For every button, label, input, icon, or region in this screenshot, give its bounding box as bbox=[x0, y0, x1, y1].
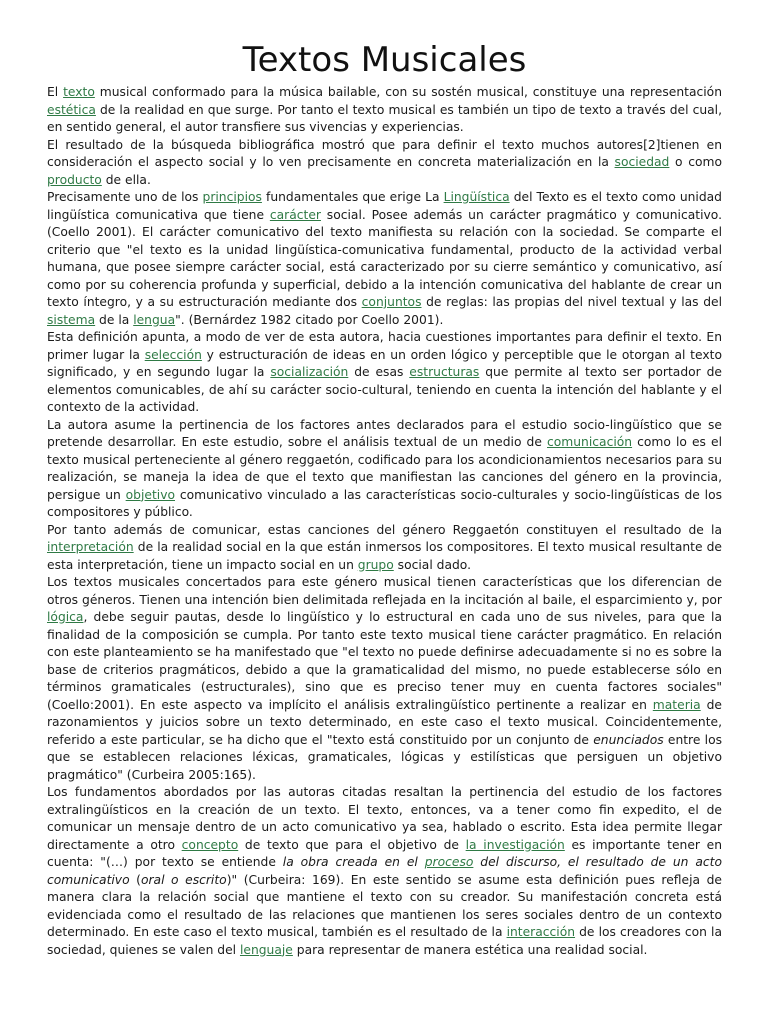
italic-text: oral o escrito bbox=[140, 872, 227, 887]
inline-link[interactable]: concepto bbox=[181, 837, 239, 852]
text-run: comunicativo vinculado a las características socio-culturales y socio-lingüísticas de los compositores y público. bbox=[47, 487, 722, 519]
inline-link[interactable]: sociedad bbox=[614, 155, 670, 169]
paragraph bbox=[47, 784, 722, 959]
text-run: , debe seguir pautas, desde lo lingüístico y lo estructural en cada uno de sus niveles, para que la finalidad de la composición se cumpla. Por tanto este texto musical tiene carácter pragmático. En relación con este planteamiento se ha manifestado que "el texto no puede definirse adecuadamente si no es sobre la base de criterios pragmáticos, debido a que la gramaticalidad del mismo, no puede establecerse sólo en términos gramaticales (estructurales), sino que es preciso tener muy en cuenta factores sociales" (Coello:2001). En este aspecto va implícito el análisis extralingüístico pertinente a realizar en bbox=[47, 610, 722, 712]
text-run: El resultado de la búsqueda bibliográfica mostró que para definir el texto muchos autores[2]tienen en consideración el aspecto social y lo ven precisamente en concreta materialización en la bbox=[47, 137, 722, 169]
inline-link[interactable]: lógica bbox=[47, 610, 84, 624]
text-run: y estructuración de ideas en un orden lógico y perceptible que le otorgan al texto significado, y en segundo lugar la bbox=[47, 347, 722, 379]
inline-link[interactable]: sistema bbox=[47, 312, 96, 327]
text-run: ( bbox=[129, 872, 141, 887]
text-run: o como bbox=[669, 155, 722, 169]
text-run: )" (Curbeira: 169). En este sentido se asume esta definición pues refleja de manera clara la relación social que mantiene el texto con su creador. Su manifestación concreta está evidenciada como el resultado de las relaciones que mantienen los seres sociales dentro de un contexto determinado. En este caso el texto musical, también es el resultado de la bbox=[47, 872, 722, 939]
inline-link[interactable]: principios bbox=[202, 190, 262, 204]
paragraph bbox=[47, 329, 722, 417]
text-run: musical conformado para la música bailable, con su sostén musical, constituye una representación bbox=[94, 85, 722, 99]
text-run: entre los que se establecen relaciones léxicas, gramaticales, lógicas y estilísticas que persiguen un objetivo pragmático" (Curbeira 2005:165). bbox=[47, 732, 722, 782]
inline-link[interactable]: objetivo bbox=[125, 487, 175, 502]
text-run: de la realidad en que surge. Por tanto el texto musical es también un tipo de texto a través del cual, en sentido general, el autor transfiere sus vivencias y experiencias. bbox=[47, 102, 722, 134]
inline-link[interactable]: materia bbox=[652, 697, 701, 712]
text-run: de esas bbox=[348, 365, 410, 379]
italic-text: del discurso, el resultado de un acto comunicativo bbox=[47, 855, 722, 887]
inline-link[interactable]: lenguaje bbox=[239, 942, 293, 957]
text-run: para representar de manera estética una realidad social. bbox=[292, 942, 648, 957]
text-run: El bbox=[47, 85, 64, 99]
text-run: de texto que para el objetivo de bbox=[238, 837, 466, 852]
paragraph bbox=[47, 574, 722, 784]
paragraph bbox=[47, 189, 722, 329]
document-title: Textos Musicales bbox=[242, 40, 527, 80]
text-run: de reglas: las propias del nivel textual y las del bbox=[421, 295, 722, 309]
paragraph bbox=[47, 84, 722, 137]
text-run: Precisamente uno de los bbox=[47, 190, 203, 204]
text-run: social. Posee además un carácter pragmático y comunicativo. (Coello 2001). El carácter comunicativo del texto manifiesta su relación con la sociedad. Se comparte el criterio que "el texto es la unidad lingüística-comunicativa fundamental, producto de la actividad verbal humana, que posee siempre carácter social, está caracterizado por su cierre semántico y comunicativo, así como por su coherencia profunda y superficial, debido a la intención comunicativa del hablante de crear un texto íntegro, y a su estructuración mediante dos bbox=[47, 207, 722, 309]
inline-link[interactable]: selección bbox=[144, 347, 202, 362]
paragraph bbox=[47, 522, 722, 575]
inline-link[interactable]: producto bbox=[47, 172, 102, 187]
text-run: de razonamientos y juicios sobre un texto determinado, en este caso el texto musical. Coincidentemente, referido a este particular, se ha dicho que el "texto está constituido por un conjunto de bbox=[47, 697, 722, 747]
text-run: como lo es el texto musical perteneciente al género reggaetón, codificado para los acondicionamientos necesarios para su realización, se maneja la idea de que el texto que manifiestan las canciones del género en la provincia, persigue un bbox=[47, 435, 722, 502]
inline-link[interactable]: proceso bbox=[424, 855, 474, 869]
inline-link[interactable]: estructuras bbox=[409, 365, 480, 379]
text-run: es importante tener en cuenta: "(…) por texto se entiende bbox=[47, 837, 722, 869]
text-run: que permite al texto ser portador de elementos comunicables, de ahí su carácter socio-cultural, teniendo en cuenta la intención del hablante y el contexto de la actividad. bbox=[47, 365, 722, 414]
document-body bbox=[47, 84, 722, 959]
inline-link[interactable]: interacción bbox=[506, 925, 576, 939]
document-page bbox=[47, 40, 722, 959]
inline-link[interactable]: texto bbox=[63, 85, 95, 99]
paragraph bbox=[47, 417, 722, 522]
inline-link[interactable]: estética bbox=[47, 102, 96, 117]
text-run: Esta definición apunta, a modo de ver de esta autora, hacia cuestiones importantes para definir el texto. En primer lugar la bbox=[47, 330, 722, 362]
inline-link[interactable]: conjuntos bbox=[361, 295, 422, 309]
text-run: Por tanto además de comunicar, estas canciones del género Reggaetón constituyen el resultado de la bbox=[47, 522, 722, 537]
inline-link[interactable]: grupo bbox=[357, 557, 394, 572]
text-run: de la realidad social en la que están inmersos los compositores. El texto musical resultante de esta interpretación, tiene un impacto social en un bbox=[47, 540, 722, 572]
text-run: de ella. bbox=[101, 172, 151, 187]
text-run: social dado. bbox=[393, 557, 472, 572]
italic-text: la obra creada en el bbox=[282, 855, 425, 869]
inline-link[interactable]: socialización bbox=[270, 365, 349, 379]
text-run: de los creadores con la sociedad, quienes se valen del bbox=[47, 925, 722, 957]
text-run: ". (Bernárdez 1982 citado por Coello 2001). bbox=[175, 312, 444, 327]
inline-link[interactable]: Lingüística bbox=[443, 190, 510, 204]
inline-link[interactable]: lengua bbox=[133, 312, 176, 327]
inline-link[interactable]: carácter bbox=[269, 207, 321, 222]
italic-text: enunciados bbox=[593, 732, 664, 747]
paragraph bbox=[47, 137, 722, 190]
text-run: La autora asume la pertinencia de los factores antes declarados para el estudio socio-lingüístico que se pretende desarrollar. En este estudio, sobre el análisis textual de un medio de bbox=[47, 417, 722, 449]
inline-link[interactable]: comunicación bbox=[547, 435, 633, 449]
inline-link[interactable]: interpretación bbox=[47, 540, 134, 554]
text-run: Los fundamentos abordados por las autoras citadas resaltan la pertinencia del estudio de los factores extralingüísticos en la creación de un texto. El texto, entonces, va a tener como fin expedito, el de comunicar un mensaje dentro de un acto comunicativo ya sea, hablado o escrito. Esta idea permite llegar directamente a otro bbox=[47, 785, 722, 852]
text-run: Los textos musicales concertados para este género musical tienen características que los diferencian de otros géneros. Tienen una intención bien delimitada reflejada en la incitación al baile, el esparcimiento y, por bbox=[47, 575, 722, 607]
text-run: fundamentales que erige La bbox=[261, 190, 444, 204]
inline-link[interactable]: la investigación bbox=[465, 837, 565, 852]
text-run: del Texto es el texto como unidad lingüística comunicativa que tiene bbox=[47, 190, 722, 222]
text-run: de la bbox=[95, 312, 134, 327]
